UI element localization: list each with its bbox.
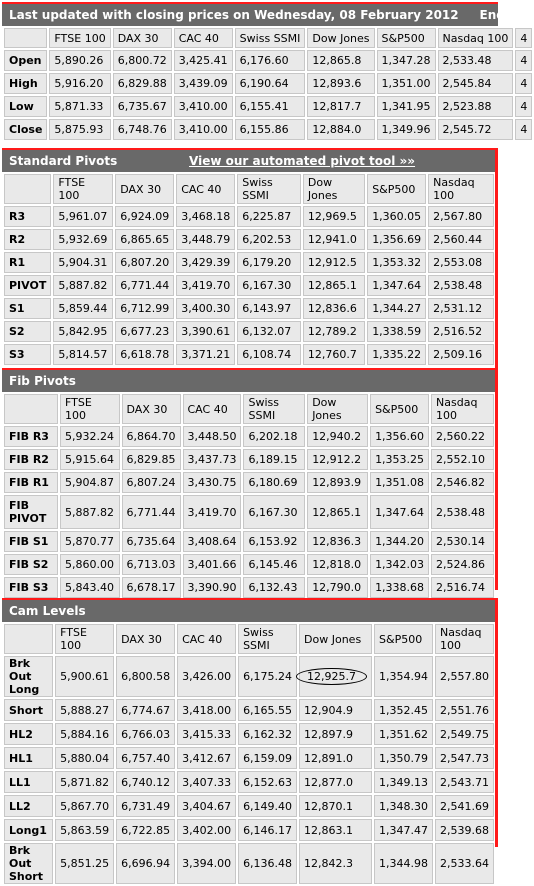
column-header: CAC 40: [183, 394, 242, 424]
value-cell: 12,836.6: [303, 298, 365, 319]
value-cell: 6,152.63: [238, 771, 297, 793]
row-label: R2: [4, 229, 51, 250]
value-cell: 2,560.22: [431, 426, 494, 447]
value-cell: 12,897.9: [299, 723, 372, 745]
column-header: Dow Jones: [299, 624, 372, 654]
value-cell: 12,789.2: [303, 321, 365, 342]
table-row: [4, 699, 494, 721]
standard-pivots-header: [2, 148, 498, 172]
standard-pivots-table: [2, 172, 496, 367]
value-cell: 3,426.00: [177, 656, 236, 697]
header-row: [4, 394, 494, 424]
table-row: [4, 119, 532, 140]
value-cell: 12,940.2: [307, 426, 368, 447]
value-cell: 12,904.9: [299, 699, 372, 721]
value-cell: 5,843.40: [60, 577, 120, 598]
value-cell: 3,401.66: [183, 554, 242, 575]
value-cell: 3,390.90: [183, 577, 242, 598]
value-cell: 1,344.27: [367, 298, 426, 319]
value-cell: 6,800.72: [113, 50, 172, 71]
column-header: Nasdaq 100: [431, 394, 494, 424]
value-cell: 2,516.52: [428, 321, 494, 342]
value-cell: 3,425.41: [174, 50, 233, 71]
row-label: FIB S1: [4, 531, 58, 552]
value-cell: 6,735.64: [122, 531, 181, 552]
column-header: FTSE 100: [49, 28, 110, 48]
standard-pivots-section: [2, 148, 498, 369]
value-cell: 6,807.24: [122, 472, 181, 493]
value-cell: 6,145.46: [243, 554, 305, 575]
table-row: [4, 275, 494, 296]
closing-prices-table: [2, 26, 534, 142]
value-cell: 5,932.69: [53, 229, 113, 250]
value-cell: 5,890.26: [49, 50, 110, 71]
value-cell: 5,888.27: [55, 699, 114, 721]
row-label: LL2: [4, 795, 53, 817]
last-updated-title: Last updated with closing prices on Wednesday, 08 February 2012: [9, 8, 459, 22]
value-cell: 12,969.5: [303, 206, 365, 227]
value-cell: 6,167.30: [243, 495, 305, 529]
value-cell: 2,547.73: [435, 747, 494, 769]
column-header: Nasdaq 100: [435, 624, 494, 654]
value-cell: 6,167.30: [237, 275, 301, 296]
column-header: CAC 40: [176, 174, 235, 204]
table-row: [4, 554, 494, 575]
value-cell: 5,851.25: [55, 843, 114, 884]
column-header: CAC 40: [174, 28, 233, 48]
value-cell: 1,348.30: [374, 795, 433, 817]
value-cell: 6,146.17: [238, 819, 297, 841]
column-header: Swiss SSMI: [238, 624, 297, 654]
value-cell: 3,429.39: [176, 252, 235, 273]
value-cell: 6,176.60: [235, 50, 306, 71]
automated-pivot-tool-link[interactable]: View our automated pivot tool »»: [189, 154, 416, 168]
value-cell: 6,696.94: [116, 843, 175, 884]
value-cell: 12,870.1: [299, 795, 372, 817]
value-cell: 12,790.0: [307, 577, 368, 598]
value-cell: 6,865.65: [115, 229, 174, 250]
row-label: S2: [4, 321, 51, 342]
value-cell: 3,439.09: [174, 73, 233, 94]
column-header: Nasdaq 100: [428, 174, 494, 204]
table-row: [4, 577, 494, 598]
value-cell: 3,448.50: [183, 426, 242, 447]
value-cell: 5,870.77: [60, 531, 120, 552]
column-header: Swiss SSMI: [237, 174, 301, 204]
value-cell: 5,859.44: [53, 298, 113, 319]
column-header: Dow Jones: [307, 394, 368, 424]
standard-pivots-title: Standard Pivots: [9, 154, 118, 168]
column-header: FTSE 100: [60, 394, 120, 424]
value-cell: 6,731.49: [116, 795, 175, 817]
value-cell: 1,347.64: [370, 495, 429, 529]
value-cell: 12,941.0: [303, 229, 365, 250]
fib-pivots-header: [2, 368, 498, 392]
row-label: Long1: [4, 819, 53, 841]
column-header: Swiss SSMI: [243, 394, 305, 424]
value-cell: 3,404.67: [177, 795, 236, 817]
value-cell: 1,360.05: [367, 206, 426, 227]
table-row: [4, 656, 494, 697]
value-cell: 6,864.70: [122, 426, 181, 447]
value-cell: 6,800.58: [116, 656, 175, 697]
value-cell: 6,108.74: [237, 344, 301, 365]
cam-levels-title: Cam Levels: [9, 604, 86, 618]
value-cell: 4: [515, 96, 532, 117]
column-header: Swiss SSMI: [235, 28, 306, 48]
value-cell: 1,344.98: [374, 843, 433, 884]
row-label: HL2: [4, 723, 53, 745]
value-cell: 12,817.7: [307, 96, 374, 117]
value-cell: 5,863.59: [55, 819, 114, 841]
value-cell: 12,891.0: [299, 747, 372, 769]
value-cell: 12,842.3: [299, 843, 372, 884]
value-cell: 3,408.64: [183, 531, 242, 552]
value-cell: 2,538.48: [431, 495, 494, 529]
value-cell: 3,402.00: [177, 819, 236, 841]
row-label: Brk Out Short: [4, 843, 53, 884]
table-row: [4, 321, 494, 342]
value-cell: 2,524.86: [431, 554, 494, 575]
value-cell: 5,900.61: [55, 656, 114, 697]
value-cell: 1,342.03: [370, 554, 429, 575]
row-label: S1: [4, 298, 51, 319]
value-cell: 3,407.33: [177, 771, 236, 793]
table-row: [4, 229, 494, 250]
value-cell: 1,351.62: [374, 723, 433, 745]
value-cell: 6,132.43: [243, 577, 305, 598]
value-cell: 6,771.44: [115, 275, 174, 296]
value-cell: 1,353.32: [367, 252, 426, 273]
value-cell: 6,189.15: [243, 449, 305, 470]
value-cell: 5,860.00: [60, 554, 120, 575]
column-header: FTSE 100: [55, 624, 114, 654]
row-label: R3: [4, 206, 51, 227]
row-label: FIB S3: [4, 577, 58, 598]
row-label: FIB R1: [4, 472, 58, 493]
value-cell: 5,867.70: [55, 795, 114, 817]
value-cell: 6,180.69: [243, 472, 305, 493]
value-cell: 5,880.04: [55, 747, 114, 769]
value-cell: 6,155.86: [235, 119, 306, 140]
value-cell: 3,410.00: [174, 96, 233, 117]
column-header: Nasdaq 100: [438, 28, 514, 48]
cam-levels-header: [2, 598, 498, 622]
row-label: R1: [4, 252, 51, 273]
closing-prices-section: [2, 2, 528, 140]
value-cell: 6,175.24: [238, 656, 297, 697]
value-cell: 6,136.48: [238, 843, 297, 884]
value-cell: 1,347.47: [374, 819, 433, 841]
value-cell: 6,766.03: [116, 723, 175, 745]
value-cell: 3,468.18: [176, 206, 235, 227]
value-cell: 2,543.71: [435, 771, 494, 793]
value-cell: 2,545.72: [438, 119, 514, 140]
value-cell: 4: [515, 73, 532, 94]
value-cell: 5,871.82: [55, 771, 114, 793]
value-cell: 3,419.70: [183, 495, 242, 529]
value-cell: 6,202.18: [243, 426, 305, 447]
value-cell: 1,341.95: [377, 96, 436, 117]
column-header: CAC 40: [177, 624, 236, 654]
value-cell: 3,394.00: [177, 843, 236, 884]
value-cell: 2,545.84: [438, 73, 514, 94]
column-header: DAX 30: [116, 624, 175, 654]
row-label: FIB S2: [4, 554, 58, 575]
value-cell: 6,771.44: [122, 495, 181, 529]
value-cell: 1,335.22: [367, 344, 426, 365]
value-cell: 2,509.16: [428, 344, 494, 365]
column-header: S&P500: [370, 394, 429, 424]
value-cell: 4: [515, 50, 532, 71]
value-cell: 3,415.33: [177, 723, 236, 745]
value-cell: 5,932.24: [60, 426, 120, 447]
value-cell: 6,165.55: [238, 699, 297, 721]
column-header: Dow Jones: [303, 174, 365, 204]
value-cell: 12,893.6: [307, 73, 374, 94]
row-label: Open: [4, 50, 47, 71]
table-row: [4, 747, 494, 769]
right-divider: [495, 148, 498, 369]
value-cell: 12,912.2: [307, 449, 368, 470]
column-header: DAX 30: [122, 394, 181, 424]
value-cell: 2,553.08: [428, 252, 494, 273]
value-cell: 1,350.79: [374, 747, 433, 769]
value-cell: 1,356.60: [370, 426, 429, 447]
table-row: [4, 472, 494, 493]
value-cell: 3,437.73: [183, 449, 242, 470]
value-cell: 1,351.00: [377, 73, 436, 94]
corner-cell: [4, 28, 47, 48]
value-cell: 12,836.3: [307, 531, 368, 552]
value-cell: 6,829.88: [113, 73, 172, 94]
table-row: [4, 344, 494, 365]
value-cell: 6,712.99: [115, 298, 174, 319]
table-row: [4, 771, 494, 793]
value-cell: 6,829.85: [122, 449, 181, 470]
row-label: Low: [4, 96, 47, 117]
value-cell: 3,430.75: [183, 472, 242, 493]
value-cell: 4: [515, 119, 532, 140]
table-row: [4, 298, 494, 319]
value-cell: 6,143.97: [237, 298, 301, 319]
value-cell: 5,887.82: [53, 275, 113, 296]
value-cell: 5,961.07: [53, 206, 113, 227]
column-header: DAX 30: [113, 28, 172, 48]
table-row: [4, 531, 494, 552]
column-header: FTSE 100: [53, 174, 113, 204]
value-cell: 12,865.1: [307, 495, 368, 529]
value-cell: 2,538.48: [428, 275, 494, 296]
value-cell: 6,132.07: [237, 321, 301, 342]
hand-drawn-circle-annotation: 12,925.7: [296, 668, 367, 685]
value-cell: 6,618.78: [115, 344, 174, 365]
column-header: DAX 30: [115, 174, 174, 204]
table-row: [4, 50, 532, 71]
value-cell: 6,153.92: [243, 531, 305, 552]
value-cell: 6,924.09: [115, 206, 174, 227]
fib-pivots-section: [2, 368, 498, 594]
value-cell: 1,356.69: [367, 229, 426, 250]
value-cell: 3,410.00: [174, 119, 233, 140]
value-cell: 5,904.87: [60, 472, 120, 493]
value-cell: 6,179.20: [237, 252, 301, 273]
value-cell: 6,713.03: [122, 554, 181, 575]
row-label: Brk Out Long: [4, 656, 53, 697]
value-cell: 5,842.95: [53, 321, 113, 342]
value-cell: 2,523.88: [438, 96, 514, 117]
value-cell: 12,863.1: [299, 819, 372, 841]
value-cell: 6,774.67: [116, 699, 175, 721]
value-cell: 2,552.10: [431, 449, 494, 470]
table-row: [4, 495, 494, 529]
value-cell: 2,531.12: [428, 298, 494, 319]
table-row: [4, 252, 494, 273]
value-cell: [299, 656, 372, 697]
value-cell: 6,149.40: [238, 795, 297, 817]
value-cell: 12,818.0: [307, 554, 368, 575]
value-cell: 6,678.17: [122, 577, 181, 598]
value-cell: 1,344.20: [370, 531, 429, 552]
header-row: [4, 174, 494, 204]
value-cell: 5,887.82: [60, 495, 120, 529]
corner-cell: [4, 174, 51, 204]
value-cell: 1,347.28: [377, 50, 436, 71]
value-cell: 3,412.67: [177, 747, 236, 769]
value-cell: 3,400.30: [176, 298, 235, 319]
row-label: Close: [4, 119, 47, 140]
value-cell: 3,448.79: [176, 229, 235, 250]
value-cell: 6,225.87: [237, 206, 301, 227]
value-cell: 2,533.48: [438, 50, 514, 71]
value-cell: 6,155.41: [235, 96, 306, 117]
corner-cell: [4, 394, 58, 424]
value-cell: 12,893.9: [307, 472, 368, 493]
value-cell: 6,748.76: [113, 119, 172, 140]
cam-levels-table: [2, 622, 496, 886]
table-row: [4, 206, 494, 227]
value-cell: 6,757.40: [116, 747, 175, 769]
value-cell: 6,807.20: [115, 252, 174, 273]
value-cell: 1,347.64: [367, 275, 426, 296]
row-label: FIB PIVOT: [4, 495, 58, 529]
cam-levels-section: [2, 598, 498, 883]
value-cell: 2,549.75: [435, 723, 494, 745]
header-row: [4, 624, 494, 654]
value-cell: 5,871.33: [49, 96, 110, 117]
table-row: [4, 449, 494, 470]
value-cell: 6,202.53: [237, 229, 301, 250]
last-updated-suffix: End o: [479, 8, 518, 22]
value-cell: 1,338.59: [367, 321, 426, 342]
value-cell: 1,349.96: [377, 119, 436, 140]
right-divider: [495, 368, 498, 590]
value-cell: 5,915.64: [60, 449, 120, 470]
value-cell: 6,740.12: [116, 771, 175, 793]
value-cell: 1,349.13: [374, 771, 433, 793]
value-cell: 1,338.68: [370, 577, 429, 598]
row-label: LL1: [4, 771, 53, 793]
value-cell: 5,814.57: [53, 344, 113, 365]
column-header: S&P500: [374, 624, 433, 654]
value-cell: 3,419.70: [176, 275, 235, 296]
value-cell: 2,557.80: [435, 656, 494, 697]
row-label: HL1: [4, 747, 53, 769]
corner-cell: [4, 624, 53, 654]
value-cell: 12,884.0: [307, 119, 374, 140]
fib-pivots-table: [2, 392, 496, 600]
value-cell: 6,190.64: [235, 73, 306, 94]
row-label: High: [4, 73, 47, 94]
column-header: Dow Jones: [307, 28, 374, 48]
table-row: [4, 73, 532, 94]
value-cell: 2,541.69: [435, 795, 494, 817]
table-row: [4, 426, 494, 447]
table-row: [4, 96, 532, 117]
value-cell: 1,351.08: [370, 472, 429, 493]
value-cell: 6,159.09: [238, 747, 297, 769]
value-cell: 6,677.23: [115, 321, 174, 342]
value-cell: 1,352.45: [374, 699, 433, 721]
value-cell: 3,418.00: [177, 699, 236, 721]
table-row: [4, 723, 494, 745]
value-cell: 2,539.68: [435, 819, 494, 841]
row-label: S3: [4, 344, 51, 365]
value-cell: 5,884.16: [55, 723, 114, 745]
value-cell: 12,912.5: [303, 252, 365, 273]
value-cell: 5,875.93: [49, 119, 110, 140]
value-cell: 2,516.74: [431, 577, 494, 598]
value-cell: 12,865.8: [307, 50, 374, 71]
last-updated-banner: [2, 2, 518, 26]
table-row: [4, 819, 494, 841]
value-cell: 1,354.94: [374, 656, 433, 697]
row-label: Short: [4, 699, 53, 721]
value-cell: 6,722.85: [116, 819, 175, 841]
header-row: [4, 28, 532, 48]
column-header: 4: [515, 28, 532, 48]
value-cell: 12,760.7: [303, 344, 365, 365]
value-cell: 5,904.31: [53, 252, 113, 273]
value-cell: 5,916.20: [49, 73, 110, 94]
value-cell: 1,353.25: [370, 449, 429, 470]
fib-pivots-title: Fib Pivots: [9, 374, 76, 388]
column-header: S&P500: [367, 174, 426, 204]
value-cell: 2,533.64: [435, 843, 494, 884]
value-cell: 12,877.0: [299, 771, 372, 793]
value-cell: 6,735.67: [113, 96, 172, 117]
table-row: [4, 795, 494, 817]
value-cell: 2,560.44: [428, 229, 494, 250]
row-label: FIB R2: [4, 449, 58, 470]
value-cell: 12,865.1: [303, 275, 365, 296]
value-cell: 2,546.82: [431, 472, 494, 493]
value-cell: 2,567.80: [428, 206, 494, 227]
column-header: S&P500: [377, 28, 436, 48]
value-cell: 6,162.32: [238, 723, 297, 745]
value-cell: 3,371.21: [176, 344, 235, 365]
value-cell: 2,551.76: [435, 699, 494, 721]
row-label: FIB R3: [4, 426, 58, 447]
row-label: PIVOT: [4, 275, 51, 296]
right-divider: [495, 598, 498, 847]
value-cell: 2,530.14: [431, 531, 494, 552]
value-cell: 3,390.61: [176, 321, 235, 342]
table-row: [4, 843, 494, 884]
